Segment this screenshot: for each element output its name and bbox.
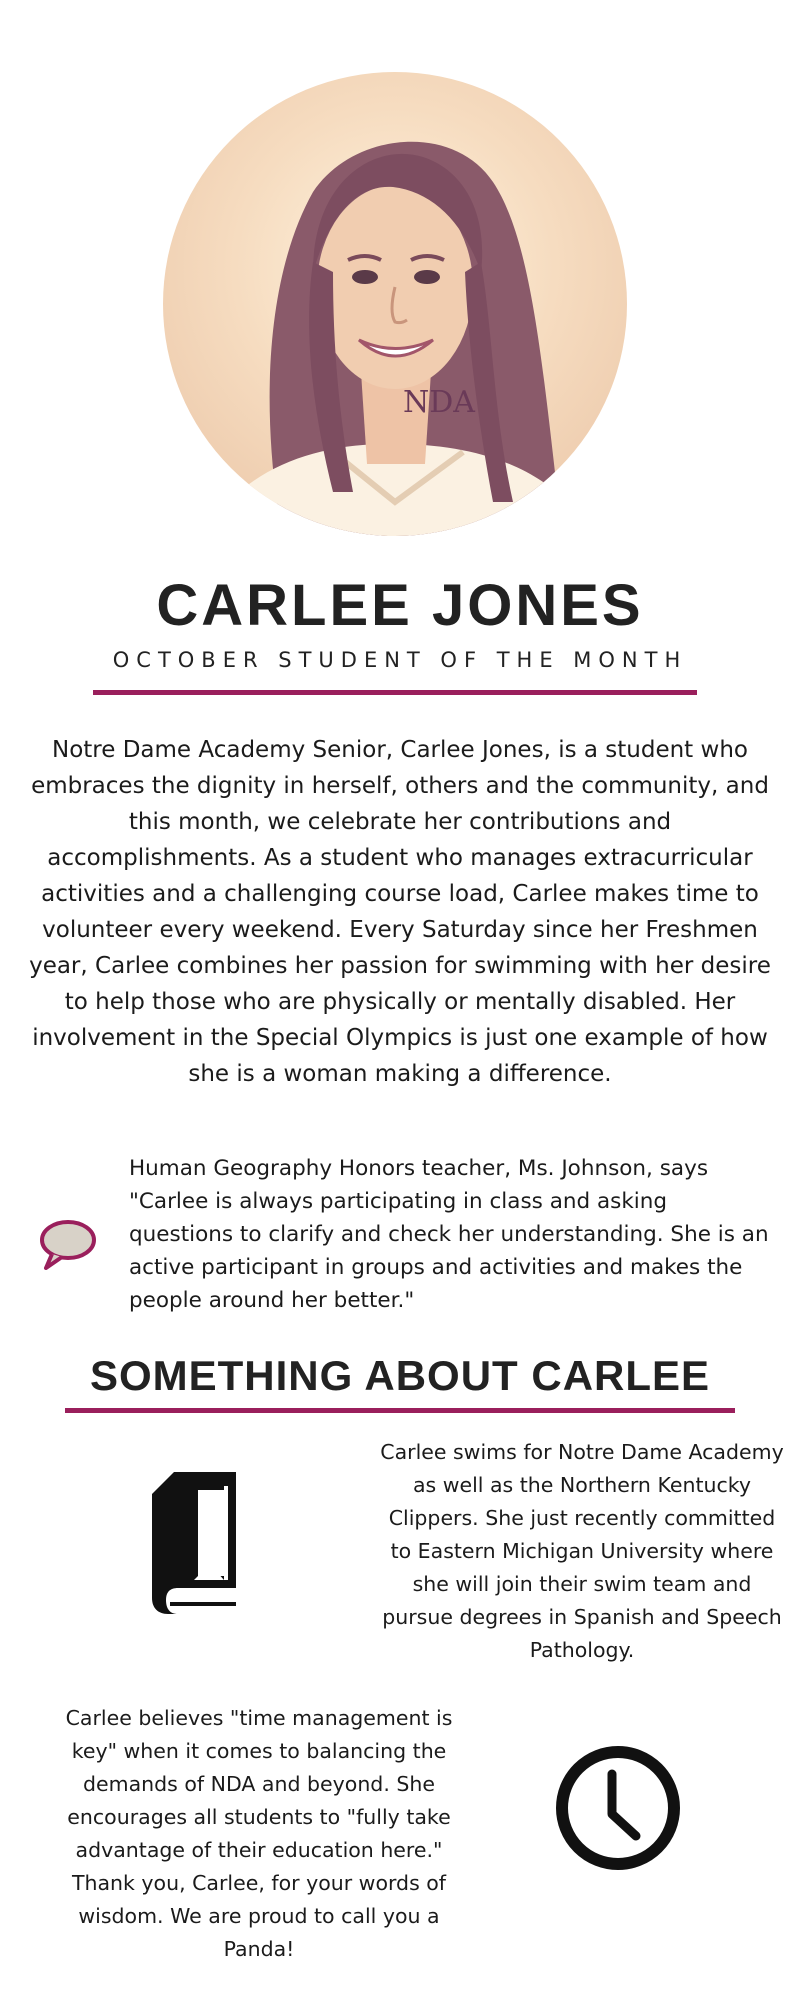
clock-icon — [554, 1744, 682, 1872]
teacher-quote: Human Geography Honors teacher, Ms. Johnson, says "Carlee is always participating in class and asking questions to clarify and check her understanding. She is an active participant in groups and activities and makes the people around her better." — [129, 1156, 769, 1313]
profile-photo — [163, 72, 627, 536]
book-icon — [144, 1464, 244, 1630]
swimming-paragraph: Carlee swims for Notre Dame Academy as well as the Northern Kentucky Clippers. She just recently committed to Eastern Michigan University where she will join their swim team and pursue degrees in Spanish and Speech Pathology. — [380, 1440, 784, 1662]
section-divider — [65, 1408, 735, 1413]
section-title: SOMETHING ABOUT CARLEE — [89, 1352, 711, 1399]
shirt-logo: NDA — [403, 385, 475, 420]
time-management-paragraph: Carlee believes "time management is key" when it comes to balancing the demands of NDA and beyond. She encourages all students to "fully take advantage of their education here." Thank you, Carlee, for your words of wisdom. We are proud to call you a Panda! — [65, 1706, 453, 1961]
speech-bubble-icon — [38, 1218, 98, 1270]
bio-paragraph: Notre Dame Academy Senior, Carlee Jones, is a student who embraces the dignity in herself, others and the community, and this month, we celebrate her contributions and accomplishments. As a student who manages extracurricular activities and a challenging course load, Carlee makes time to volunteer every weekend. Every Saturday since her Freshmen year, Carlee combines her passion for swimming with her desire to help those who are physically or mentally disabled. Her involvement in the Special Olympics is just one example of how she is a woman making a difference. — [29, 737, 771, 1087]
header-divider — [93, 690, 697, 695]
student-of-month-subtitle: OCTOBER STUDENT OF THE MONTH — [112, 648, 688, 672]
portrait-illustration — [163, 72, 627, 536]
student-name: CARLEE JONES — [156, 573, 644, 638]
